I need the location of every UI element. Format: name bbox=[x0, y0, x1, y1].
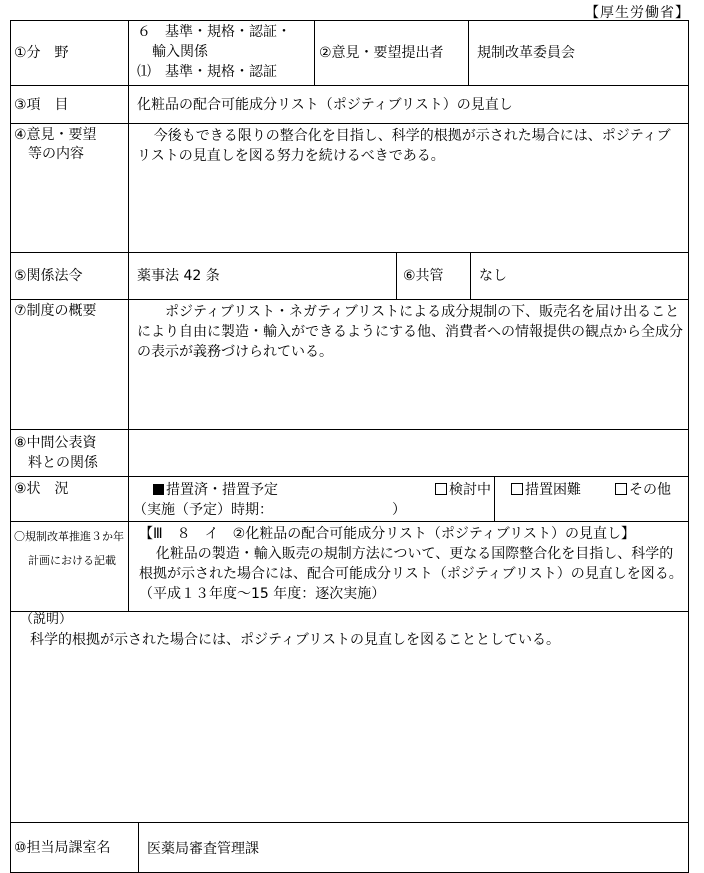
system-label: ⑦制度の概要 bbox=[14, 303, 97, 319]
field-value-line-1: ６ 基準・規格・認証・ bbox=[137, 24, 291, 40]
request-form bbox=[10, 20, 689, 873]
row-status bbox=[11, 477, 688, 522]
explanation-body: 科学的根拠が示された場合には、ポジティブリストの見直しを図ることとしている。 bbox=[30, 632, 561, 648]
status-period: （実施（予定）時期： ） bbox=[133, 502, 406, 518]
row-explanation bbox=[11, 612, 688, 823]
status-other bbox=[615, 480, 671, 500]
row-law bbox=[11, 253, 688, 300]
field-label-cell bbox=[11, 21, 129, 85]
row-field bbox=[11, 21, 688, 86]
checked-box-icon bbox=[153, 484, 164, 495]
joint-value: なし bbox=[479, 268, 507, 284]
law-value: 薬事法 42 条 bbox=[137, 268, 220, 284]
plan-label-line-1: 〇規制改革推進３か年 bbox=[14, 530, 124, 543]
opinion-label-line-1: ④意見・要望 bbox=[14, 127, 97, 143]
plan-title: 【Ⅲ ８ イ ②化粧品の配合可能成分リスト（ポジティブリスト）の見直し】 bbox=[139, 526, 635, 542]
submitter-label-cell bbox=[315, 21, 469, 85]
ministry-name: 【厚生労働省】 bbox=[585, 5, 690, 21]
field-value-line-3: ⑴ 基準・規格・認証 bbox=[137, 64, 277, 80]
status-done bbox=[153, 480, 278, 500]
opinion-value: 今後もできる限りの整合化を目指し、科学的根拠が示された場合には、ポジティブリストの見直しを図る努力を続けるべきである。 bbox=[137, 128, 671, 164]
status-difficult bbox=[511, 480, 581, 500]
joint-label: ⑥共管 bbox=[403, 268, 444, 284]
law-label: ⑤関係法令 bbox=[14, 268, 83, 284]
submitter-value-cell bbox=[469, 21, 688, 85]
submitter-value: 規制改革委員会 bbox=[477, 45, 575, 61]
office-label: ⑩担当局課室名 bbox=[14, 840, 111, 856]
row-opinion bbox=[11, 124, 688, 253]
plan-label-line-2: 計画における記載 bbox=[28, 554, 116, 567]
status-label: ⑨状 況 bbox=[14, 481, 69, 497]
status-other-label: その他 bbox=[629, 482, 671, 498]
system-value: ポジティブリスト・ネガティブリストによる成分規制の下、販売名を届け出ることにより自由に製造・輸入ができるようにする他、消費者への情報提供の観点から全成分の表示が義務づけられている。 bbox=[137, 304, 683, 360]
unchecked-box-icon bbox=[615, 483, 627, 495]
submitter-label: ②意見・要望提出者 bbox=[319, 45, 444, 61]
status-difficult-label: 措置困難 bbox=[525, 482, 581, 498]
row-interim bbox=[11, 430, 688, 477]
opinion-label-line-2: 等の内容 bbox=[14, 146, 84, 162]
row-item bbox=[11, 86, 688, 124]
item-value: 化粧品の配合可能成分リスト（ポジティブリスト）の見直し bbox=[137, 97, 513, 113]
office-value: 医薬局審査管理課 bbox=[147, 841, 259, 857]
unchecked-box-icon bbox=[435, 483, 447, 495]
explanation-label: （説明） bbox=[20, 612, 73, 627]
status-reviewing-label: 検討中 bbox=[449, 482, 491, 498]
field-label: ①分 野 bbox=[14, 45, 69, 61]
row-office bbox=[11, 823, 688, 872]
field-value-cell bbox=[129, 21, 315, 85]
status-done-label: 措置済・措置予定 bbox=[166, 482, 278, 498]
item-label: ③項 目 bbox=[14, 97, 69, 113]
interim-label-line-2: 料との関係 bbox=[14, 455, 98, 471]
interim-label-line-1: ⑧中間公表資 bbox=[14, 435, 97, 451]
row-plan bbox=[11, 522, 688, 612]
unchecked-box-icon bbox=[511, 483, 523, 495]
field-value-line-2: 輸入関係 bbox=[152, 44, 208, 60]
plan-body: 化粧品の製造・輸入販売の規制方法について、更なる国際整合化を目指し、科学的根拠が示された場合には、配合可能成分リスト（ポジティブリスト）の見直しを図る。（平成１３年度～15 年度：逐次実施） bbox=[139, 546, 683, 602]
status-reviewing bbox=[435, 480, 491, 500]
row-system bbox=[11, 300, 688, 430]
